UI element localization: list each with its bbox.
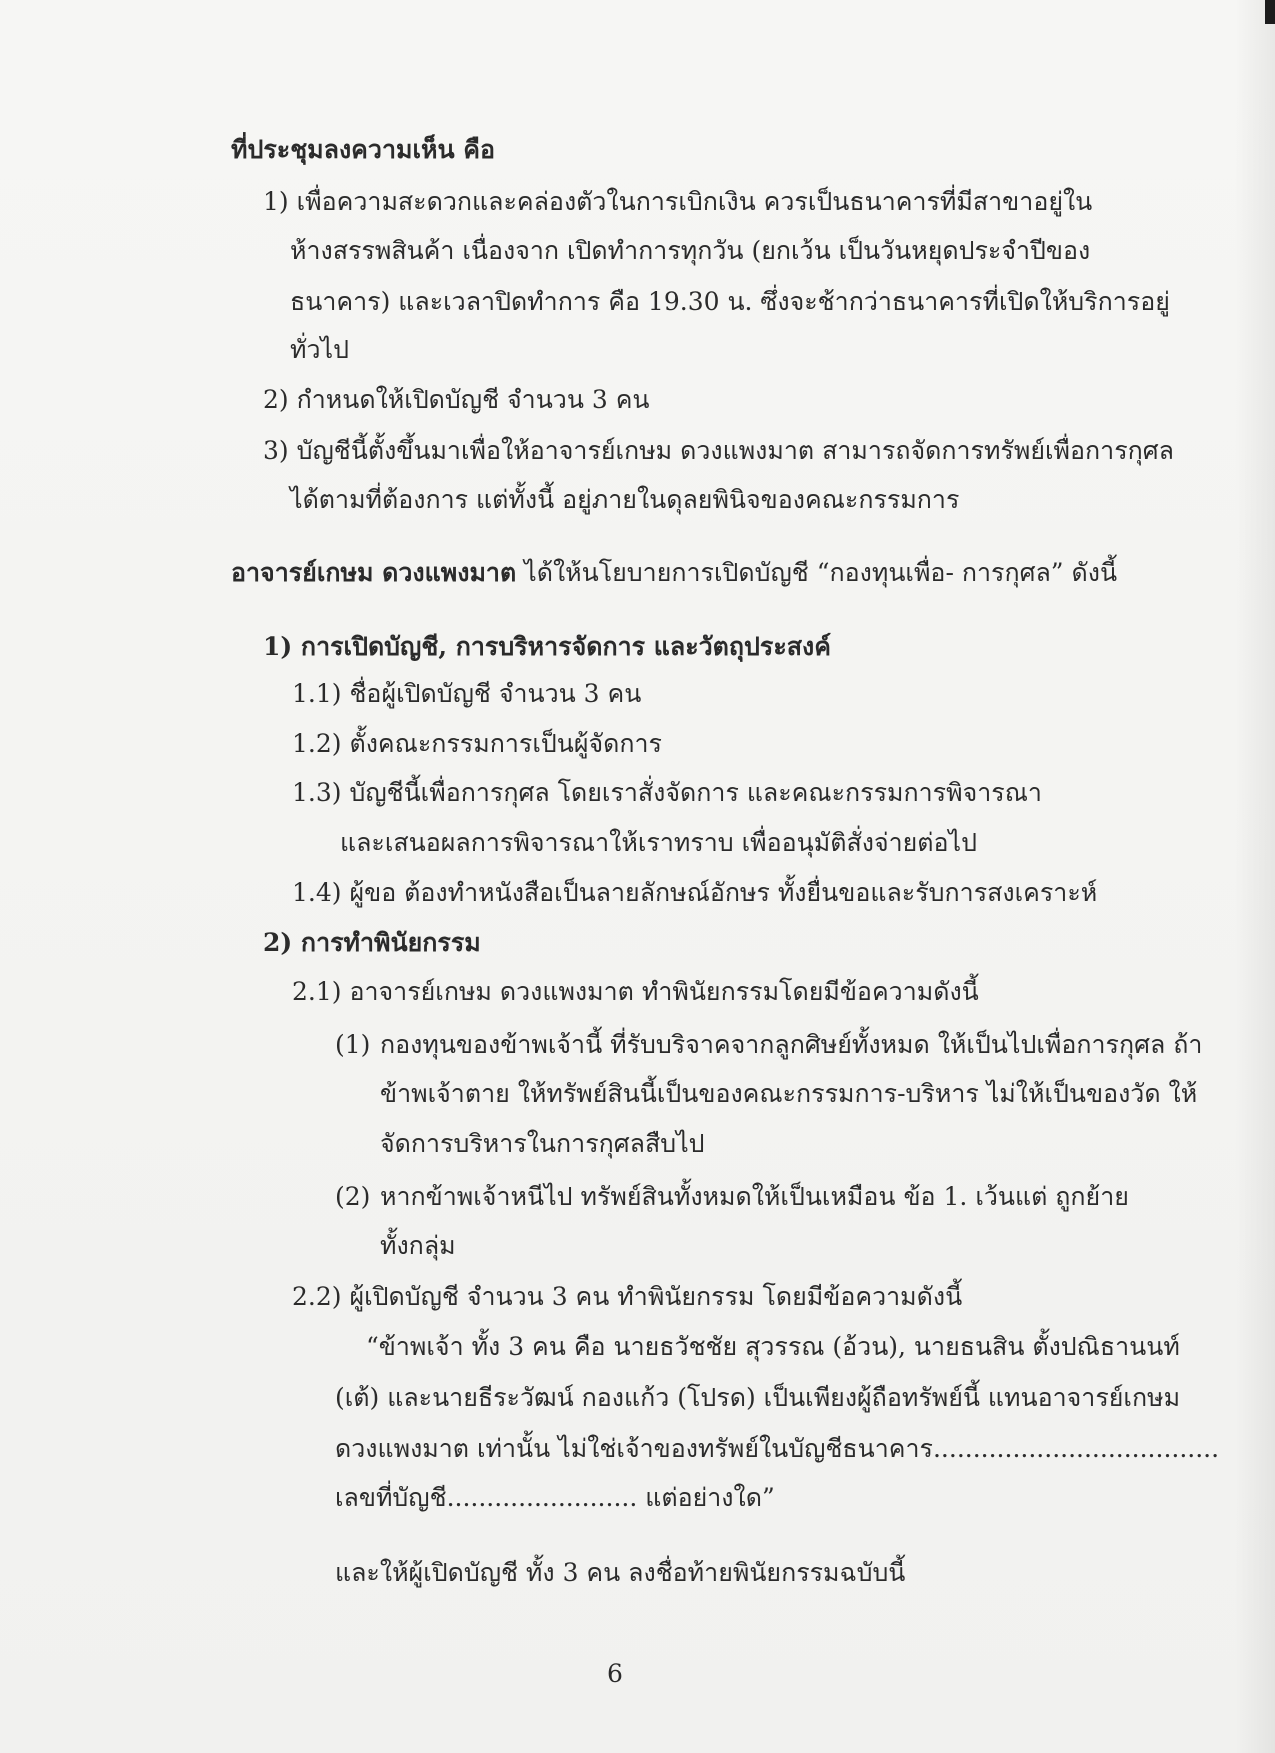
- page-number: 6: [607, 1659, 623, 1688]
- quote-line-2: (เต้) และนายธีระวัฒน์ กองแก้ว (โปรด) เป็นเพียงผู้ถือทรัพย์นี้ แทนอาจารย์เกษม: [335, 1383, 1181, 1412]
- will-clause-2-line-1: หากข้าพเจ้าหนีไป ทรัพย์สินทั้งหมดให้เป็นเหมือน ข้อ 1. เว้นแต่ ถูกย้าย: [380, 1182, 1129, 1211]
- policy-text: ได้ให้นโยบายการเปิดบัญชี “กองทุนเพื่อ- การกุศล” ดังนี้: [516, 558, 1118, 587]
- will-clause-2-number: (2): [335, 1182, 371, 1211]
- consensus-item-3-line-2: ได้ตามที่ต้องการ แต่ทั้งนี้ อยู่ภายในดุลยพินิจของคณะกรรมการ: [290, 485, 960, 514]
- consensus-item-3-line-1: 3) บัญชีนี้ตั้งขึ้นมาเพื่อให้อาจารย์เกษม ดวงแพงมาต สามารถจัดการทรัพย์เพื่อการกุศล: [263, 436, 1174, 465]
- section-1-item-3-line-2: และเสนอผลการพิจารณาให้เราทราบ เพื่ออนุมัติสั่งจ่ายต่อไป: [340, 828, 977, 857]
- consensus-item-1-line-4: ทั่วไป: [290, 335, 349, 364]
- quote-line-4: เลขที่บัญชี........................ แต่อย่างใด”: [335, 1483, 775, 1512]
- will-clause-1-line-3: จัดการบริหารในการกุศลสืบไป: [380, 1129, 705, 1158]
- closing-statement: และให้ผู้เปิดบัญชี ทั้ง 3 คน ลงชื่อท้ายพินัยกรรมฉบับนี้: [335, 1558, 906, 1587]
- section-1-heading: 1) การเปิดบัญชี, การบริหารจัดการ และวัตถุประสงค์: [263, 632, 831, 661]
- consensus-item-2: 2) กำหนดให้เปิดบัญชี จำนวน 3 คน: [263, 385, 650, 414]
- consensus-heading: ที่ประชุมลงความเห็น คือ: [231, 135, 496, 164]
- section-1-item-3-line-1: 1.3) บัญชีนี้เพื่อการกุศล โดยเราสั่งจัดการ และคณะกรรมการพิจารณา: [292, 778, 1042, 807]
- policy-name: อาจารย์เกษม ดวงแพงมาต: [231, 558, 517, 587]
- policy-statement: [231, 556, 1117, 590]
- will-clause-1-number: (1): [335, 1030, 371, 1059]
- will-clause-1-line-1: กองทุนของข้าพเจ้านี้ ที่รับบริจาคจากลูกศิษย์ทั้งหมด ให้เป็นไปเพื่อการกุศล ถ้า: [380, 1030, 1203, 1059]
- quote-line-3: ดวงแพงมาต เท่านั้น ไม่ใช่เจ้าของทรัพย์ในบัญชีธนาคาร....................................: [335, 1434, 1220, 1463]
- consensus-item-1-line-3: ธนาคาร) และเวลาปิดทำการ คือ 19.30 น. ซึ่งจะช้ากว่าธนาคารที่เปิดให้บริการอยู่: [290, 287, 1170, 316]
- consensus-item-1-line-2: ห้างสรรพสินค้า เนื่องจาก เปิดทำการทุกวัน (ยกเว้น เป็นวันหยุดประจำปีของ: [290, 236, 1091, 265]
- section-1-item-1: 1.1) ชื่อผู้เปิดบัญชี จำนวน 3 คน: [292, 679, 642, 708]
- section-1-item-4: 1.4) ผู้ขอ ต้องทำหนังสือเป็นลายลักษณ์อักษร ทั้งยื่นขอและรับการสงเคราะห์: [292, 878, 1098, 907]
- section-1-item-2: 1.2) ตั้งคณะกรรมการเป็นผู้จัดการ: [292, 729, 662, 758]
- section-2-1-heading: 2.1) อาจารย์เกษม ดวงแพงมาต ทำพินัยกรรมโดยมีข้อความดังนี้: [292, 977, 979, 1006]
- consensus-item-1-line-1: 1) เพื่อความสะดวกและคล่องตัวในการเบิกเงิน ควรเป็นธนาคารที่มีสาขาอยู่ใน: [263, 187, 1093, 216]
- will-clause-2-line-2: ทั้งกลุ่ม: [380, 1231, 456, 1260]
- page-edge-shadow: [1235, 0, 1275, 1753]
- scan-corner-mark: [1265, 0, 1275, 24]
- will-clause-1-line-2: ข้าพเจ้าตาย ให้ทรัพย์สินนี้เป็นของคณะกรรมการ-บริหาร ไม่ให้เป็นของวัด ให้: [380, 1079, 1198, 1108]
- section-2-2-heading: 2.2) ผู้เปิดบัญชี จำนวน 3 คน ทำพินัยกรรม โดยมีข้อความดังนี้: [292, 1282, 963, 1311]
- section-2-heading: 2) การทำพินัยกรรม: [263, 928, 481, 957]
- quote-line-1: “ข้าพเจ้า ทั้ง 3 คน คือ นายธวัชชัย สุวรรณ (อ้วน), นายธนสิน ตั้งปณิธานนท์: [366, 1332, 1180, 1361]
